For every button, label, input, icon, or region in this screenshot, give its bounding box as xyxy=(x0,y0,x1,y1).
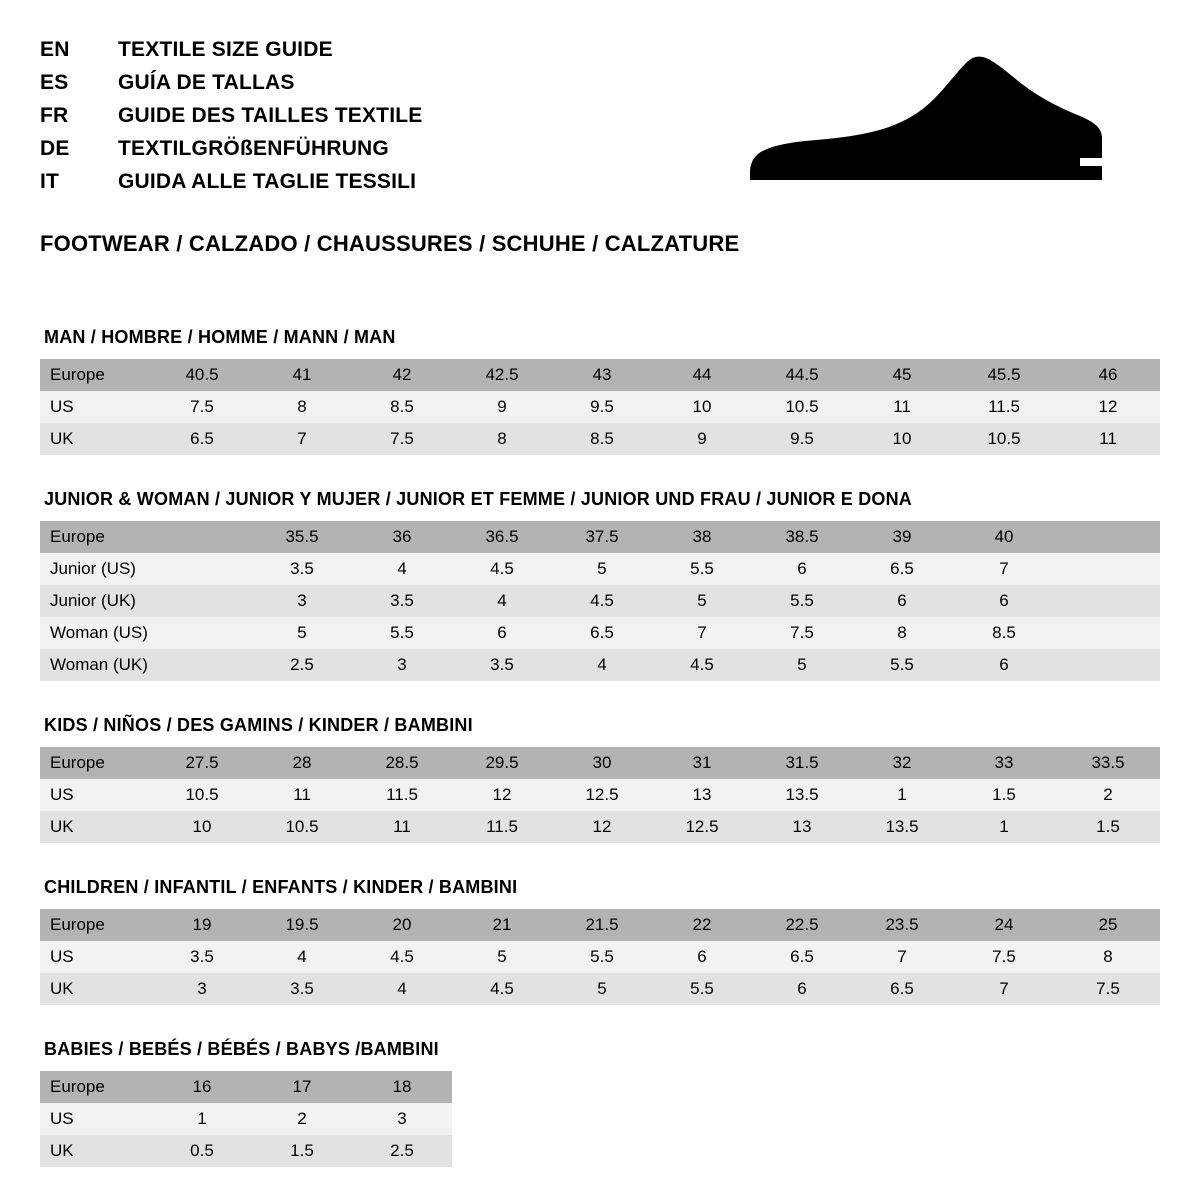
language-code: EN xyxy=(40,38,70,61)
cell: 1 xyxy=(852,779,952,811)
section-junior-woman xyxy=(40,489,1160,681)
row-label: Woman (UK) xyxy=(40,649,152,681)
cell: 18 xyxy=(352,1071,452,1103)
cell: 1 xyxy=(952,811,1056,843)
cell: 20 xyxy=(352,909,452,941)
cell xyxy=(152,617,252,649)
cell xyxy=(152,649,252,681)
cell: 8.5 xyxy=(352,391,452,423)
cell: 32 xyxy=(852,747,952,779)
cell: 36 xyxy=(352,521,452,553)
cell: 7 xyxy=(252,423,352,455)
cell: 8.5 xyxy=(552,423,652,455)
cell: 5 xyxy=(552,553,652,585)
cell xyxy=(152,553,252,585)
row-label: US xyxy=(40,1103,152,1135)
cell: 13 xyxy=(652,779,752,811)
cell: 42 xyxy=(352,359,452,391)
cell: 40 xyxy=(952,521,1056,553)
cell: 11 xyxy=(352,811,452,843)
cell: 6 xyxy=(452,617,552,649)
cell: 45.5 xyxy=(952,359,1056,391)
category-title: FOOTWEAR / CALZADO / CHAUSSURES / SCHUHE / CALZATURE xyxy=(40,231,740,256)
language-code: FR xyxy=(40,104,69,127)
cell: 21 xyxy=(452,909,552,941)
cell: 42.5 xyxy=(452,359,552,391)
cell: 6 xyxy=(852,585,952,617)
cell: 8 xyxy=(252,391,352,423)
cell: 3.5 xyxy=(252,973,352,1005)
cell: 4 xyxy=(352,553,452,585)
cell xyxy=(1056,649,1160,681)
cell: 36.5 xyxy=(452,521,552,553)
cell: 3 xyxy=(352,649,452,681)
row-label: UK xyxy=(40,811,152,843)
cell: 10.5 xyxy=(952,423,1056,455)
table-row xyxy=(40,779,1160,811)
row-label: Europe xyxy=(40,1071,152,1103)
cell: 11.5 xyxy=(352,779,452,811)
cell: 6.5 xyxy=(852,553,952,585)
table-row xyxy=(40,973,1160,1005)
row-label: Europe xyxy=(40,521,152,553)
cell xyxy=(1056,617,1160,649)
cell: 2.5 xyxy=(252,649,352,681)
dress-shoe-icon xyxy=(750,54,1130,184)
cell: 10 xyxy=(852,423,952,455)
cell: 27.5 xyxy=(152,747,252,779)
cell: 9.5 xyxy=(552,391,652,423)
language-code: DE xyxy=(40,137,70,160)
cell: 13.5 xyxy=(852,811,952,843)
cell: 11 xyxy=(852,391,952,423)
cell: 23.5 xyxy=(852,909,952,941)
language-row xyxy=(40,137,422,170)
section-title: BABIES / BEBÉS / BÉBÉS / BABYS /BAMBINI xyxy=(44,1039,439,1059)
cell: 6 xyxy=(752,553,852,585)
cell: 1 xyxy=(152,1103,252,1135)
cell: 31 xyxy=(652,747,752,779)
table-row xyxy=(40,747,1160,779)
row-label: Europe xyxy=(40,909,152,941)
cell: 39 xyxy=(852,521,952,553)
cell: 7 xyxy=(952,973,1056,1005)
cell: 5.5 xyxy=(752,585,852,617)
cell: 44 xyxy=(652,359,752,391)
cell: 41 xyxy=(252,359,352,391)
cell: 3 xyxy=(252,585,352,617)
table-row xyxy=(40,585,1160,617)
table-row xyxy=(40,811,1160,843)
cell: 5.5 xyxy=(852,649,952,681)
cell: 5.5 xyxy=(552,941,652,973)
size-table-man xyxy=(40,359,1160,455)
cell: 25 xyxy=(1056,909,1160,941)
cell: 35.5 xyxy=(252,521,352,553)
cell: 9.5 xyxy=(752,423,852,455)
row-label: UK xyxy=(40,973,152,1005)
cell: 7.5 xyxy=(352,423,452,455)
cell: 2.5 xyxy=(352,1135,452,1167)
section-title: CHILDREN / INFANTIL / ENFANTS / KINDER / BAMBINI xyxy=(44,877,518,897)
page-header xyxy=(40,36,1160,203)
cell: 6.5 xyxy=(752,941,852,973)
cell: 46 xyxy=(1056,359,1160,391)
cell: 22.5 xyxy=(752,909,852,941)
row-label: Junior (UK) xyxy=(40,585,152,617)
cell: 24 xyxy=(952,909,1056,941)
cell: 13.5 xyxy=(752,779,852,811)
cell: 4 xyxy=(252,941,352,973)
cell: 8 xyxy=(1056,941,1160,973)
table-row xyxy=(40,553,1160,585)
cell: 1.5 xyxy=(1056,811,1160,843)
cell: 6.5 xyxy=(852,973,952,1005)
cell: 5.5 xyxy=(352,617,452,649)
table-row xyxy=(40,941,1160,973)
cell: 11.5 xyxy=(952,391,1056,423)
cell: 8.5 xyxy=(952,617,1056,649)
cell: 19.5 xyxy=(252,909,352,941)
cell: 4 xyxy=(352,973,452,1005)
cell: 0.5 xyxy=(152,1135,252,1167)
cell: 17 xyxy=(252,1071,352,1103)
cell: 22 xyxy=(652,909,752,941)
row-label: Junior (US) xyxy=(40,553,152,585)
cell: 45 xyxy=(852,359,952,391)
section-title: KIDS / NIÑOS / DES GAMINS / KINDER / BAMBINI xyxy=(44,715,473,735)
section-children xyxy=(40,877,1160,1005)
cell: 31.5 xyxy=(752,747,852,779)
cell: 10 xyxy=(652,391,752,423)
cell: 4.5 xyxy=(652,649,752,681)
language-title: TEXTILGRÖßENFÜHRUNG xyxy=(118,137,389,160)
cell: 33 xyxy=(952,747,1056,779)
cell: 9 xyxy=(452,391,552,423)
table-row xyxy=(40,423,1160,455)
cell: 11 xyxy=(252,779,352,811)
cell: 28.5 xyxy=(352,747,452,779)
cell: 6 xyxy=(952,585,1056,617)
size-table-babies xyxy=(40,1071,452,1167)
cell: 6 xyxy=(752,973,852,1005)
cell: 16 xyxy=(152,1071,252,1103)
language-list xyxy=(40,38,422,203)
cell: 10 xyxy=(152,811,252,843)
language-row xyxy=(40,71,422,104)
cell: 5 xyxy=(252,617,352,649)
cell: 4 xyxy=(552,649,652,681)
row-label: Woman (US) xyxy=(40,617,152,649)
section-man xyxy=(40,327,1160,455)
table-row xyxy=(40,1071,452,1103)
table-row xyxy=(40,1135,452,1167)
size-table-kids xyxy=(40,747,1160,843)
section-title: JUNIOR & WOMAN / JUNIOR Y MUJER / JUNIOR ET FEMME / JUNIOR UND FRAU / JUNIOR E DONA xyxy=(44,489,913,509)
cell: 4.5 xyxy=(352,941,452,973)
cell: 11 xyxy=(1056,423,1160,455)
table-row xyxy=(40,359,1160,391)
cell: 7 xyxy=(852,941,952,973)
row-label: US xyxy=(40,391,152,423)
cell xyxy=(1056,521,1160,553)
cell: 13 xyxy=(752,811,852,843)
table-row xyxy=(40,1103,452,1135)
cell: 6 xyxy=(652,941,752,973)
cell: 37.5 xyxy=(552,521,652,553)
language-row xyxy=(40,38,422,71)
cell: 5 xyxy=(752,649,852,681)
cell: 5 xyxy=(652,585,752,617)
cell: 44.5 xyxy=(752,359,852,391)
cell: 12.5 xyxy=(652,811,752,843)
cell: 4 xyxy=(452,585,552,617)
cell: 2 xyxy=(252,1103,352,1135)
cell: 3.5 xyxy=(352,585,452,617)
cell: 30 xyxy=(552,747,652,779)
cell: 5 xyxy=(552,973,652,1005)
cell xyxy=(152,521,252,553)
cell: 7 xyxy=(952,553,1056,585)
size-table-children xyxy=(40,909,1160,1005)
cell: 4.5 xyxy=(452,553,552,585)
table-row xyxy=(40,909,1160,941)
cell: 12 xyxy=(1056,391,1160,423)
cell: 4.5 xyxy=(452,973,552,1005)
cell: 33.5 xyxy=(1056,747,1160,779)
cell xyxy=(1056,553,1160,585)
row-label: US xyxy=(40,779,152,811)
cell: 40.5 xyxy=(152,359,252,391)
language-title: GUIDE DES TAILLES TEXTILE xyxy=(118,104,423,127)
language-title: TEXTILE SIZE GUIDE xyxy=(118,38,333,61)
table-row xyxy=(40,649,1160,681)
cell: 11.5 xyxy=(452,811,552,843)
size-table-junior-woman xyxy=(40,521,1160,681)
cell: 5.5 xyxy=(652,553,752,585)
cell: 7.5 xyxy=(952,941,1056,973)
table-row xyxy=(40,617,1160,649)
cell: 19 xyxy=(152,909,252,941)
row-label: Europe xyxy=(40,359,152,391)
cell: 29.5 xyxy=(452,747,552,779)
language-title: GUÍA DE TALLAS xyxy=(118,71,295,94)
section-babies xyxy=(40,1039,1160,1167)
cell: 5 xyxy=(452,941,552,973)
cell: 10.5 xyxy=(752,391,852,423)
cell: 7.5 xyxy=(1056,973,1160,1005)
cell: 28 xyxy=(252,747,352,779)
cell: 8 xyxy=(852,617,952,649)
cell: 3.5 xyxy=(152,941,252,973)
cell: 4.5 xyxy=(552,585,652,617)
language-row xyxy=(40,104,422,137)
cell: 7 xyxy=(652,617,752,649)
cell: 10.5 xyxy=(152,779,252,811)
cell: 12 xyxy=(552,811,652,843)
cell: 3 xyxy=(352,1103,452,1135)
language-code: IT xyxy=(40,170,60,193)
row-label: UK xyxy=(40,1135,152,1167)
table-row xyxy=(40,521,1160,553)
cell: 6.5 xyxy=(152,423,252,455)
cell: 7.5 xyxy=(152,391,252,423)
row-label: Europe xyxy=(40,747,152,779)
section-title: MAN / HOMBRE / HOMME / MANN / MAN xyxy=(44,327,396,347)
cell: 12 xyxy=(452,779,552,811)
cell xyxy=(1056,585,1160,617)
cell: 38 xyxy=(652,521,752,553)
cell: 2 xyxy=(1056,779,1160,811)
cell: 43 xyxy=(552,359,652,391)
cell: 9 xyxy=(652,423,752,455)
cell: 1.5 xyxy=(252,1135,352,1167)
cell: 1.5 xyxy=(952,779,1056,811)
table-row xyxy=(40,391,1160,423)
cell: 3 xyxy=(152,973,252,1005)
cell: 3.5 xyxy=(452,649,552,681)
cell: 7.5 xyxy=(752,617,852,649)
section-kids xyxy=(40,715,1160,843)
row-label: US xyxy=(40,941,152,973)
cell: 6.5 xyxy=(552,617,652,649)
cell: 5.5 xyxy=(652,973,752,1005)
language-code: ES xyxy=(40,71,69,94)
cell: 10.5 xyxy=(252,811,352,843)
cell: 8 xyxy=(452,423,552,455)
cell: 21.5 xyxy=(552,909,652,941)
cell: 3.5 xyxy=(252,553,352,585)
cell: 12.5 xyxy=(552,779,652,811)
cell: 6 xyxy=(952,649,1056,681)
cell: 38.5 xyxy=(752,521,852,553)
language-title: GUIDA ALLE TAGLIE TESSILI xyxy=(118,170,417,193)
language-row xyxy=(40,170,422,203)
cell xyxy=(152,585,252,617)
row-label: UK xyxy=(40,423,152,455)
